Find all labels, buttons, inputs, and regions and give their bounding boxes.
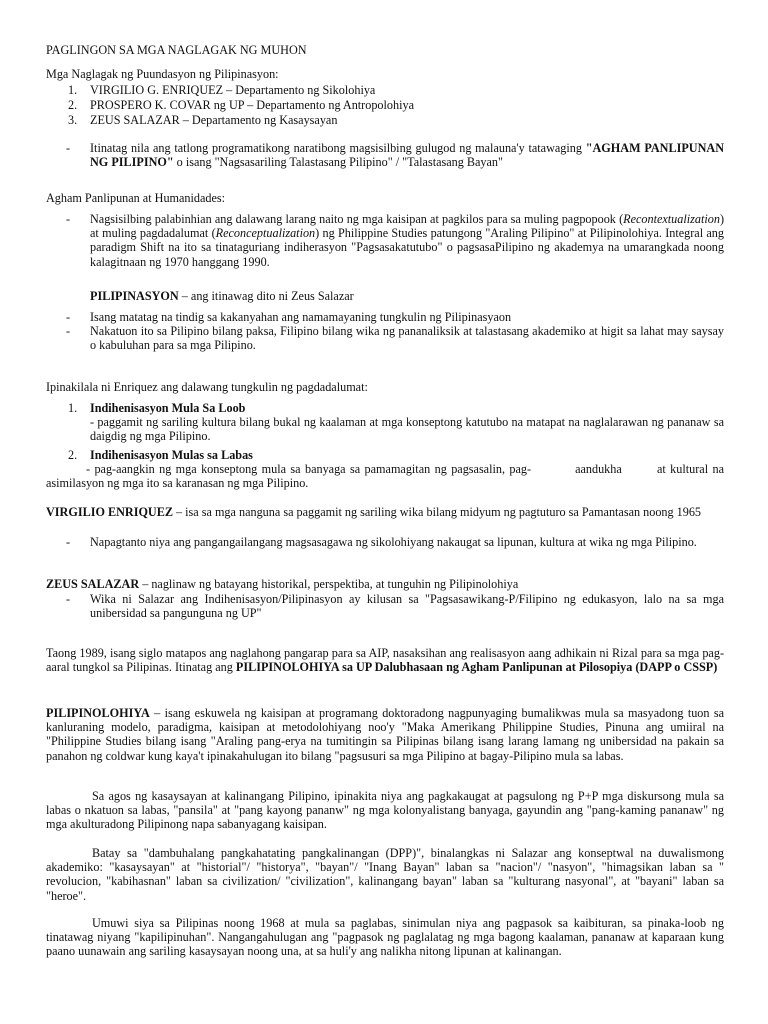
taong-1989-paragraph: Taong 1989, isang siglo matapos ang naglahong pangarap para sa AIP, nasaksihan ang realisasyon aang adhikain ni Rizal para sa mga pag-aaral tungkol sa Pilipinas. Itinatag ang PILIPINOLOHIYA sa UP Dalubhasaan ng Agham Panlipunan at Pilosopiya (DAPP o CSSP) <box>46 646 724 675</box>
list-number: 2. <box>68 448 78 462</box>
tungkulin-title: Indihenisasyon Mulas sa Labas <box>90 448 253 462</box>
zeus-bullet: Wika ni Salazar ang Indihenisasyon/Pilipinasyon ay kilusan sa "Pagsasawikang-P/Filipino ng edukasyon, lalo na sa mga unibersidad sa pangunguna ng UP" <box>90 592 724 621</box>
list-item: Nakatuon ito sa Pilipino bilang paksa, Filipino bilang wika ng pananaliksik at talastasang akademiko at higit sa lahat may saysay o kabuluhan para sa mga Pilipino. <box>90 324 724 353</box>
batay-paragraph: Batay sa "dambuhalang pangkahatating pangkalinangan (DPP)", binalangkas ni Salazar ang konseptwal na duwalismong akademiko: "kasaysayan" at "historial"/ "historya", "bayan"/ "Inang Bayan" laban sa "nacion"/ "nasyon", "himagsikan laban sa " revolucion, "kabihasnan" laban sa civilization/ "civilization", kalinangang bayan" laban sa "kulturang nasyonal", at "bayani" laban sa "heroe". <box>46 846 724 903</box>
founders-note: Itinatag nila ang tatlong programatikong naratibong magsisilbing gulugod ng malauna'y tatawaging "AGHAM PANLIPUNAN NG PILIPINO" o isang "Nagsasariling Talastasang Pilipino" / "Talastasang Bayan" <box>90 141 724 170</box>
founders-intro: Mga Naglagak ng Puundasyon ng Pilipinasyon: <box>46 67 279 81</box>
document-title: PAGLINGON SA MGA NAGLAGAK NG MUHON <box>46 43 307 57</box>
list-number: 3. <box>68 113 78 127</box>
bullet-dash: - <box>66 141 71 155</box>
virgilio-paragraph: VIRGILIO ENRIQUEZ – isa sa mga nanguna sa paggamit ng sariling wika bilang midyum ng pagtuturo sa Pamantasan noong 1965 <box>46 505 702 519</box>
bullet-dash: - <box>66 310 71 324</box>
list-item: Isang matatag na tindig sa kakanyahan ang namamayaning tungkulin ng Pilipinasyaon <box>90 310 512 324</box>
list-number: 1. <box>68 401 78 415</box>
tungkulin-description: - paggamit ng sariling kultura bilang bukal ng kaalaman at mga konseptong katutubo na matapat na naglalarawan ng pananaw sa daigdig ng mga Pilipino. <box>90 415 724 444</box>
virgilio-bullet: Napagtanto niya ang pangangailangang magsasagawa ng sikolohiyang nakaugat sa lipunan, kultura at wika ng mga Pilipino. <box>90 535 697 549</box>
section-heading-aph: Agham Panlipunan at Humanidades: <box>46 191 226 205</box>
tungkulin-title: Indihenisasyon Mula Sa Loob <box>90 401 246 415</box>
bullet-dash: - <box>66 212 71 226</box>
enriquez-intro: Ipinakilala ni Enriquez ang dalawang tungkulin ng pagdadalumat: <box>46 380 368 394</box>
list-item: VIRGILIO G. ENRIQUEZ – Departamento ng Sikolohiya <box>90 83 376 97</box>
tungkulin-description: - pag-aangkin ng mga konseptong mula sa banyaga sa pamamagitan ng pagsasalin, pag- aandukha at kultural na asimilasyon ng mga ito sa karanasan ng mga Pilipino. <box>46 462 728 491</box>
pilipinolohiya-paragraph: PILIPINOLOHIYA – isang eskuwela ng kaisipan at programang doktoradong nagpunyaging bumalikwas mula sa masyadong tuon sa kanluraning modelo, paradigma, kaisipan at metodolohiyang noo'y "Maka Amerikang Philippine Studies, Pinuna ang umiiral na "Philippine Studies bilang isang "Araling pang-erya na tumitingin sa Pilipinas bilang isang larang lamang ng unibersidad na pakain sa panahon ng coldwar kung kaya't ipinakahulugan ito bilang "pagsusuri sa mga Pilipino at bagay-Pilipino mula sa labas. <box>46 706 724 763</box>
bullet-dash: - <box>66 592 71 606</box>
list-item: PROSPERO K. COVAR ng UP – Departamento ng Antropolohiya <box>90 98 414 112</box>
umuwi-paragraph: Umuwi siya sa Pilipinas noong 1968 at mula sa paglabas, sinimulan niya ang pagpasok sa kaibituran, sa pinaka-loob ng tinatawag niyang "kapilipinuhan". Nangangahulugan ang "pagpasok ng paglalatag ng mga bagong kaalaman, pananaw at kaparaan kung paano uunawain ang sariling kasaysayan noong una, at sa huli'y ang nalikha nitong lipunan at kalinangan. <box>46 916 724 959</box>
zeus-paragraph: ZEUS SALAZAR – naglinaw ng batayang historikal, perspektiba, at tunguhin ng Pilipinolohiya <box>46 577 519 591</box>
list-number: 2. <box>68 98 78 112</box>
aph-paragraph: Nagsisilbing palabinhian ang dalawang larang naito ng mga kaisipan at pagkilos para sa muling pagpopook (Recontextualization) at muling pagdadalumat (Reconceptualization) ng Philippine Studies patungong "Araling Pilipino" at Pilipinolohiya. Integral ang paradigm Shift na ito sa tinataguriang indiherasyon "Pagsasakatutubo" o pagsasaPilipino ng akademya na umarangkada noong kalagitnaan ng 1970 hanggang 1990. <box>90 212 724 269</box>
pilipinasyon-definition: PILIPINASYON – ang itinawag dito ni Zeus Salazar <box>90 289 354 303</box>
list-item: ZEUS SALAZAR – Departamento ng Kasaysayan <box>90 113 338 127</box>
bullet-dash: - <box>66 535 71 549</box>
bullet-dash: - <box>66 324 71 338</box>
agos-paragraph: Sa agos ng kasaysayan at kalinangang Pilipino, ipinakita niya ang pagkakaugat at pagsulong ng P+P mga diskursong mula sa labas o nkatuon sa labas, "pansila" at "pang kayong pananw" ng mga kolonyalistang banyaga, gayundin ang "pang-kaming pananaw" ng mga akulturadong Pilipinong napa sabanyagang kaisipan. <box>46 789 724 832</box>
list-number: 1. <box>68 83 78 97</box>
